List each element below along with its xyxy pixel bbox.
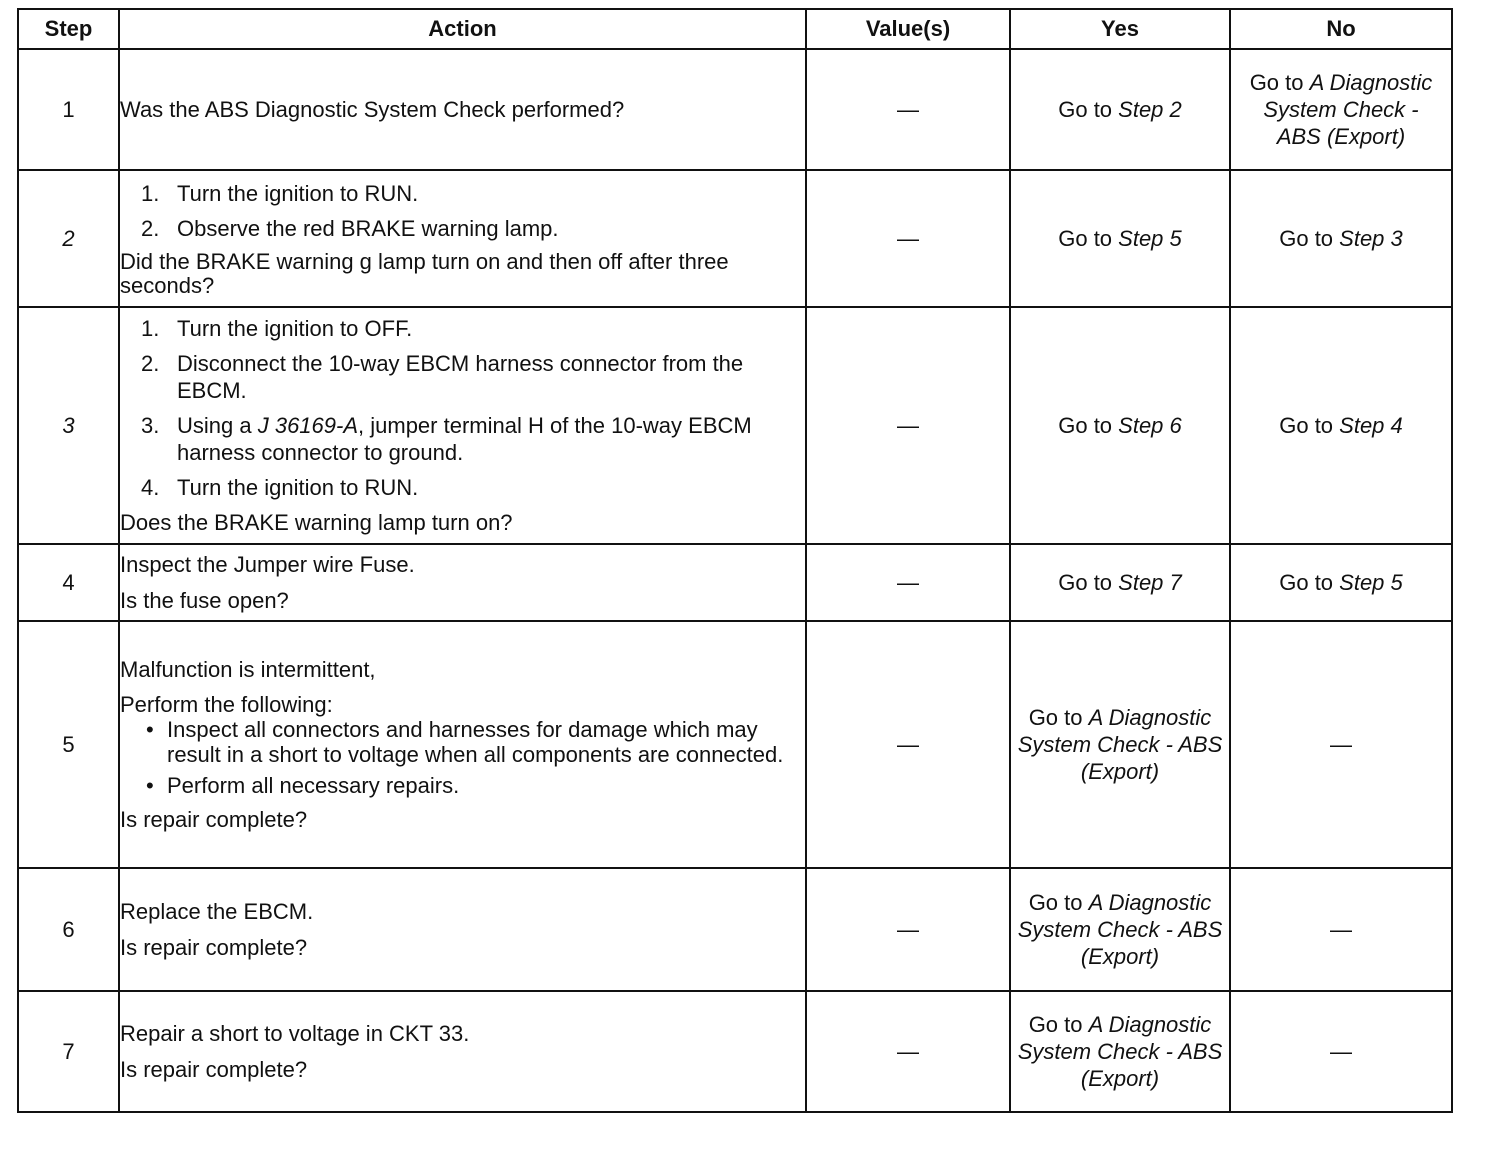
table-row [18,170,1452,307]
yes-cell: Go to A Diagnostic System Check - ABS (Export) [1010,991,1230,1112]
value-cell: — [806,307,1010,544]
bullet-list [120,717,805,798]
value-cell: — [806,868,1010,991]
action-cell [119,544,806,621]
yes-cell: Go to Step 6 [1010,307,1230,544]
bullet-item: • Perform all necessary repairs. [120,773,805,798]
bullet-item: • Inspect all connectors and harnesses for damage which may result in a short to voltage when all components are connected. [120,717,805,767]
question-text: Did the BRAKE warning g lamp turn on and then off after three seconds? [120,248,729,298]
no-cell [1230,49,1452,170]
step-number: 3 [18,307,119,544]
question-text: Is repair complete? [120,935,308,960]
action-cell [119,991,806,1112]
procedure-list [120,180,805,242]
no-cell: Go to Step 4 [1230,307,1452,544]
action-cell [119,868,806,991]
value-cell: — [806,544,1010,621]
procedure-step: 2. Disconnect the 10-way EBCM harness connector from the EBCM. [141,351,744,403]
question-text: Does the BRAKE warning lamp turn on? [120,510,513,535]
procedure-list [120,315,805,501]
question-text: Is repair complete? [120,1057,308,1082]
header-step: Step [18,9,119,49]
value-cell: — [806,991,1010,1112]
step-number: 7 [18,991,119,1112]
instruction-text: Malfunction is intermittent, [120,657,376,682]
action-cell [119,170,806,307]
procedure-step: 4. Turn the ignition to RUN. [141,475,419,500]
yes-cell: Go to Step 5 [1010,170,1230,307]
header-no: No [1230,9,1452,49]
instruction-text: Repair a short to voltage in CKT 33. [120,1021,470,1046]
no-ref: A Diagnostic System Check - ABS (Export) [1263,70,1433,149]
instruction-text: Replace the EBCM. [120,899,314,924]
no-cell: Go to Step 5 [1230,544,1452,621]
header-yes: Yes [1010,9,1230,49]
value-cell: — [806,170,1010,307]
yes-prefix: Go to [1058,97,1119,122]
no-prefix: Go to [1249,70,1310,95]
table-row [18,868,1452,991]
no-cell: — [1230,868,1452,991]
no-cell: Go to Step 3 [1230,170,1452,307]
procedure-step: 2. Observe the red BRAKE warning lamp. [141,215,559,241]
no-cell: — [1230,621,1452,868]
header-action: Action [119,9,806,49]
action-cell [119,49,806,170]
step-number: 2 [18,170,119,307]
step-number: 4 [18,544,119,621]
table-row [18,544,1452,621]
table-row [18,991,1452,1112]
procedure-step: 1. Turn the ignition to OFF. [141,316,413,341]
yes-cell: Go to A Diagnostic System Check - ABS (Export) [1010,621,1230,868]
table-row [18,49,1452,170]
no-cell: — [1230,991,1452,1112]
table-row [18,621,1452,868]
instruction-text: Inspect the Jumper wire Fuse. [120,552,415,577]
yes-cell: Go to Step 7 [1010,544,1230,621]
step-number: 5 [18,621,119,868]
yes-cell [1010,49,1230,170]
question-text: Is repair complete? [120,807,308,832]
yes-ref: Step 2 [1118,97,1182,122]
step-number: 6 [18,868,119,991]
yes-cell: Go to A Diagnostic System Check - ABS (Export) [1010,868,1230,991]
diagnostic-table [17,8,1453,1113]
header-values: Value(s) [806,9,1010,49]
action-cell [119,621,806,868]
value-cell: — [806,49,1010,170]
procedure-step: 3. Using a J 36169-A, jumper terminal H of the 10-way EBCM harness connector to ground. [141,413,752,465]
question-text: Was the ABS Diagnostic System Check performed? [120,97,625,122]
intro-text: Perform the following: [120,692,333,717]
value-cell: — [806,621,1010,868]
table-row [18,307,1452,544]
header-row [18,9,1452,49]
tool-reference: J 36169-A [257,413,359,438]
procedure-step: 1. Turn the ignition to RUN. [141,180,419,206]
step-number: 1 [18,49,119,170]
question-text: Is the fuse open? [120,588,289,613]
action-cell [119,307,806,544]
